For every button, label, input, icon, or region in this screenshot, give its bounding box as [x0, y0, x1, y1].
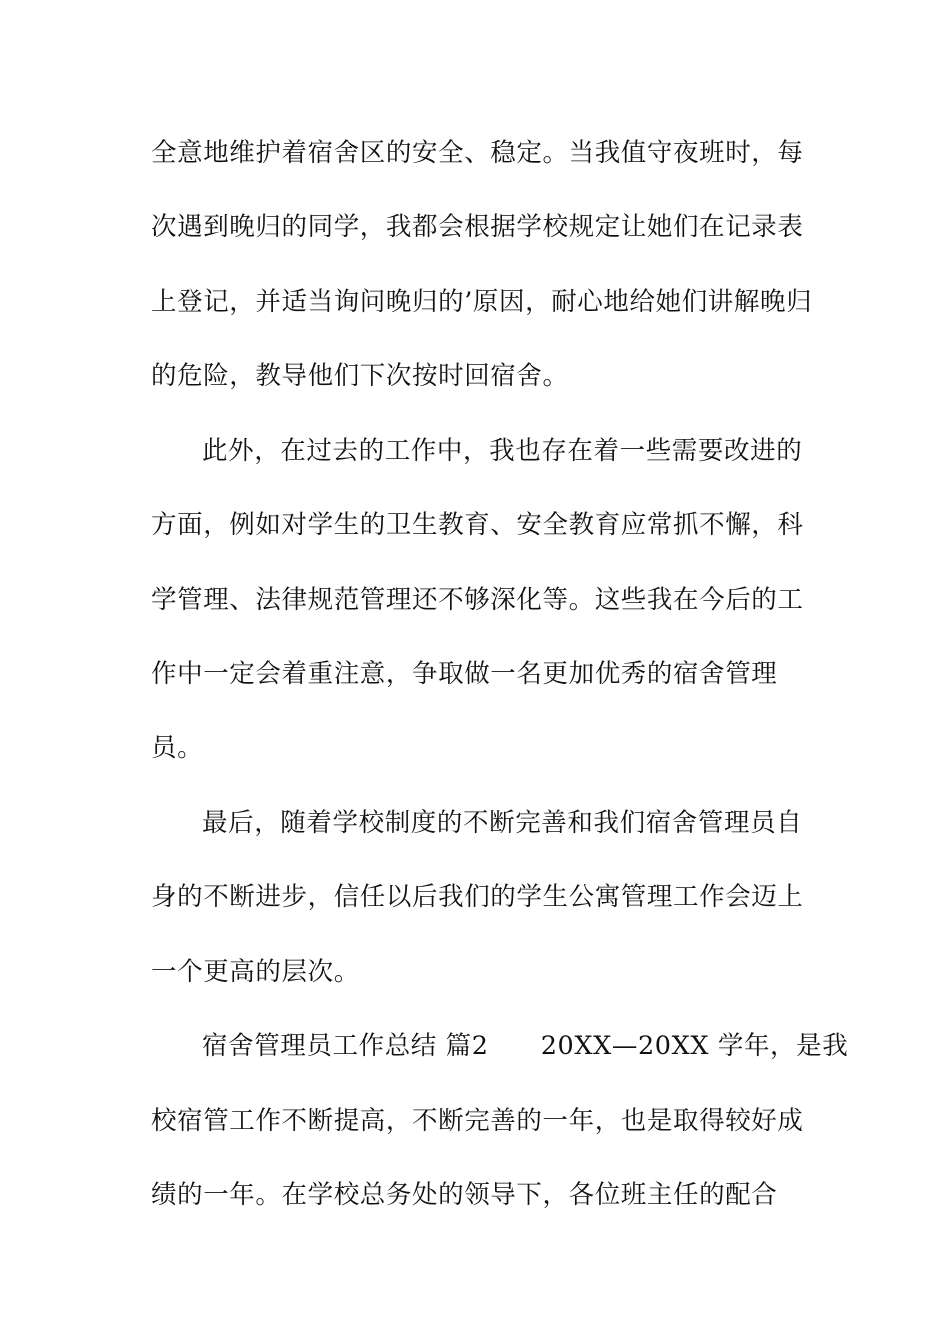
text-line: 方面，例如对学生的卫生教育、安全教育应常抓不懈，科	[151, 510, 804, 540]
text-line: 的危险，教导他们下次按时回宿舍。	[151, 361, 569, 391]
text-line: 全意地维护着宿舍区的安全、稳定。当我值守夜班时，每	[151, 138, 804, 168]
section-heading-line: 宿舍管理员工作总结 篇2 20XX—20XX 学年，是我	[202, 1031, 849, 1061]
paragraph-start-line: 此外，在过去的工作中，我也存在着一些需要改进的	[202, 436, 803, 466]
text-line: 次遇到晚归的同学，我都会根据学校规定让她们在记录表	[151, 212, 804, 242]
text-line: 绩的一年。在学校总务处的领导下，各位班主任的配合	[151, 1180, 778, 1210]
text-line: 员。	[151, 733, 204, 763]
text-line: 一个更高的层次。	[151, 957, 360, 987]
text-line: 作中一定会着重注意，争取做一名更加优秀的宿舍管理	[151, 659, 778, 689]
text-line: 学管理、法律规范管理还不够深化等。这些我在今后的工	[151, 585, 804, 615]
text-line: 身的不断进步，信任以后我们的学生公寓管理工作会迈上	[151, 882, 804, 912]
text-line: 校宿管工作不断提高，不断完善的一年，也是取得较好成	[151, 1106, 804, 1136]
paragraph-start-line: 最后，随着学校制度的不断完善和我们宿舍管理员自	[202, 808, 803, 838]
text-line: 上登记，并适当询问晚归的’原因，耐心地给她们讲解晚归	[151, 287, 813, 317]
